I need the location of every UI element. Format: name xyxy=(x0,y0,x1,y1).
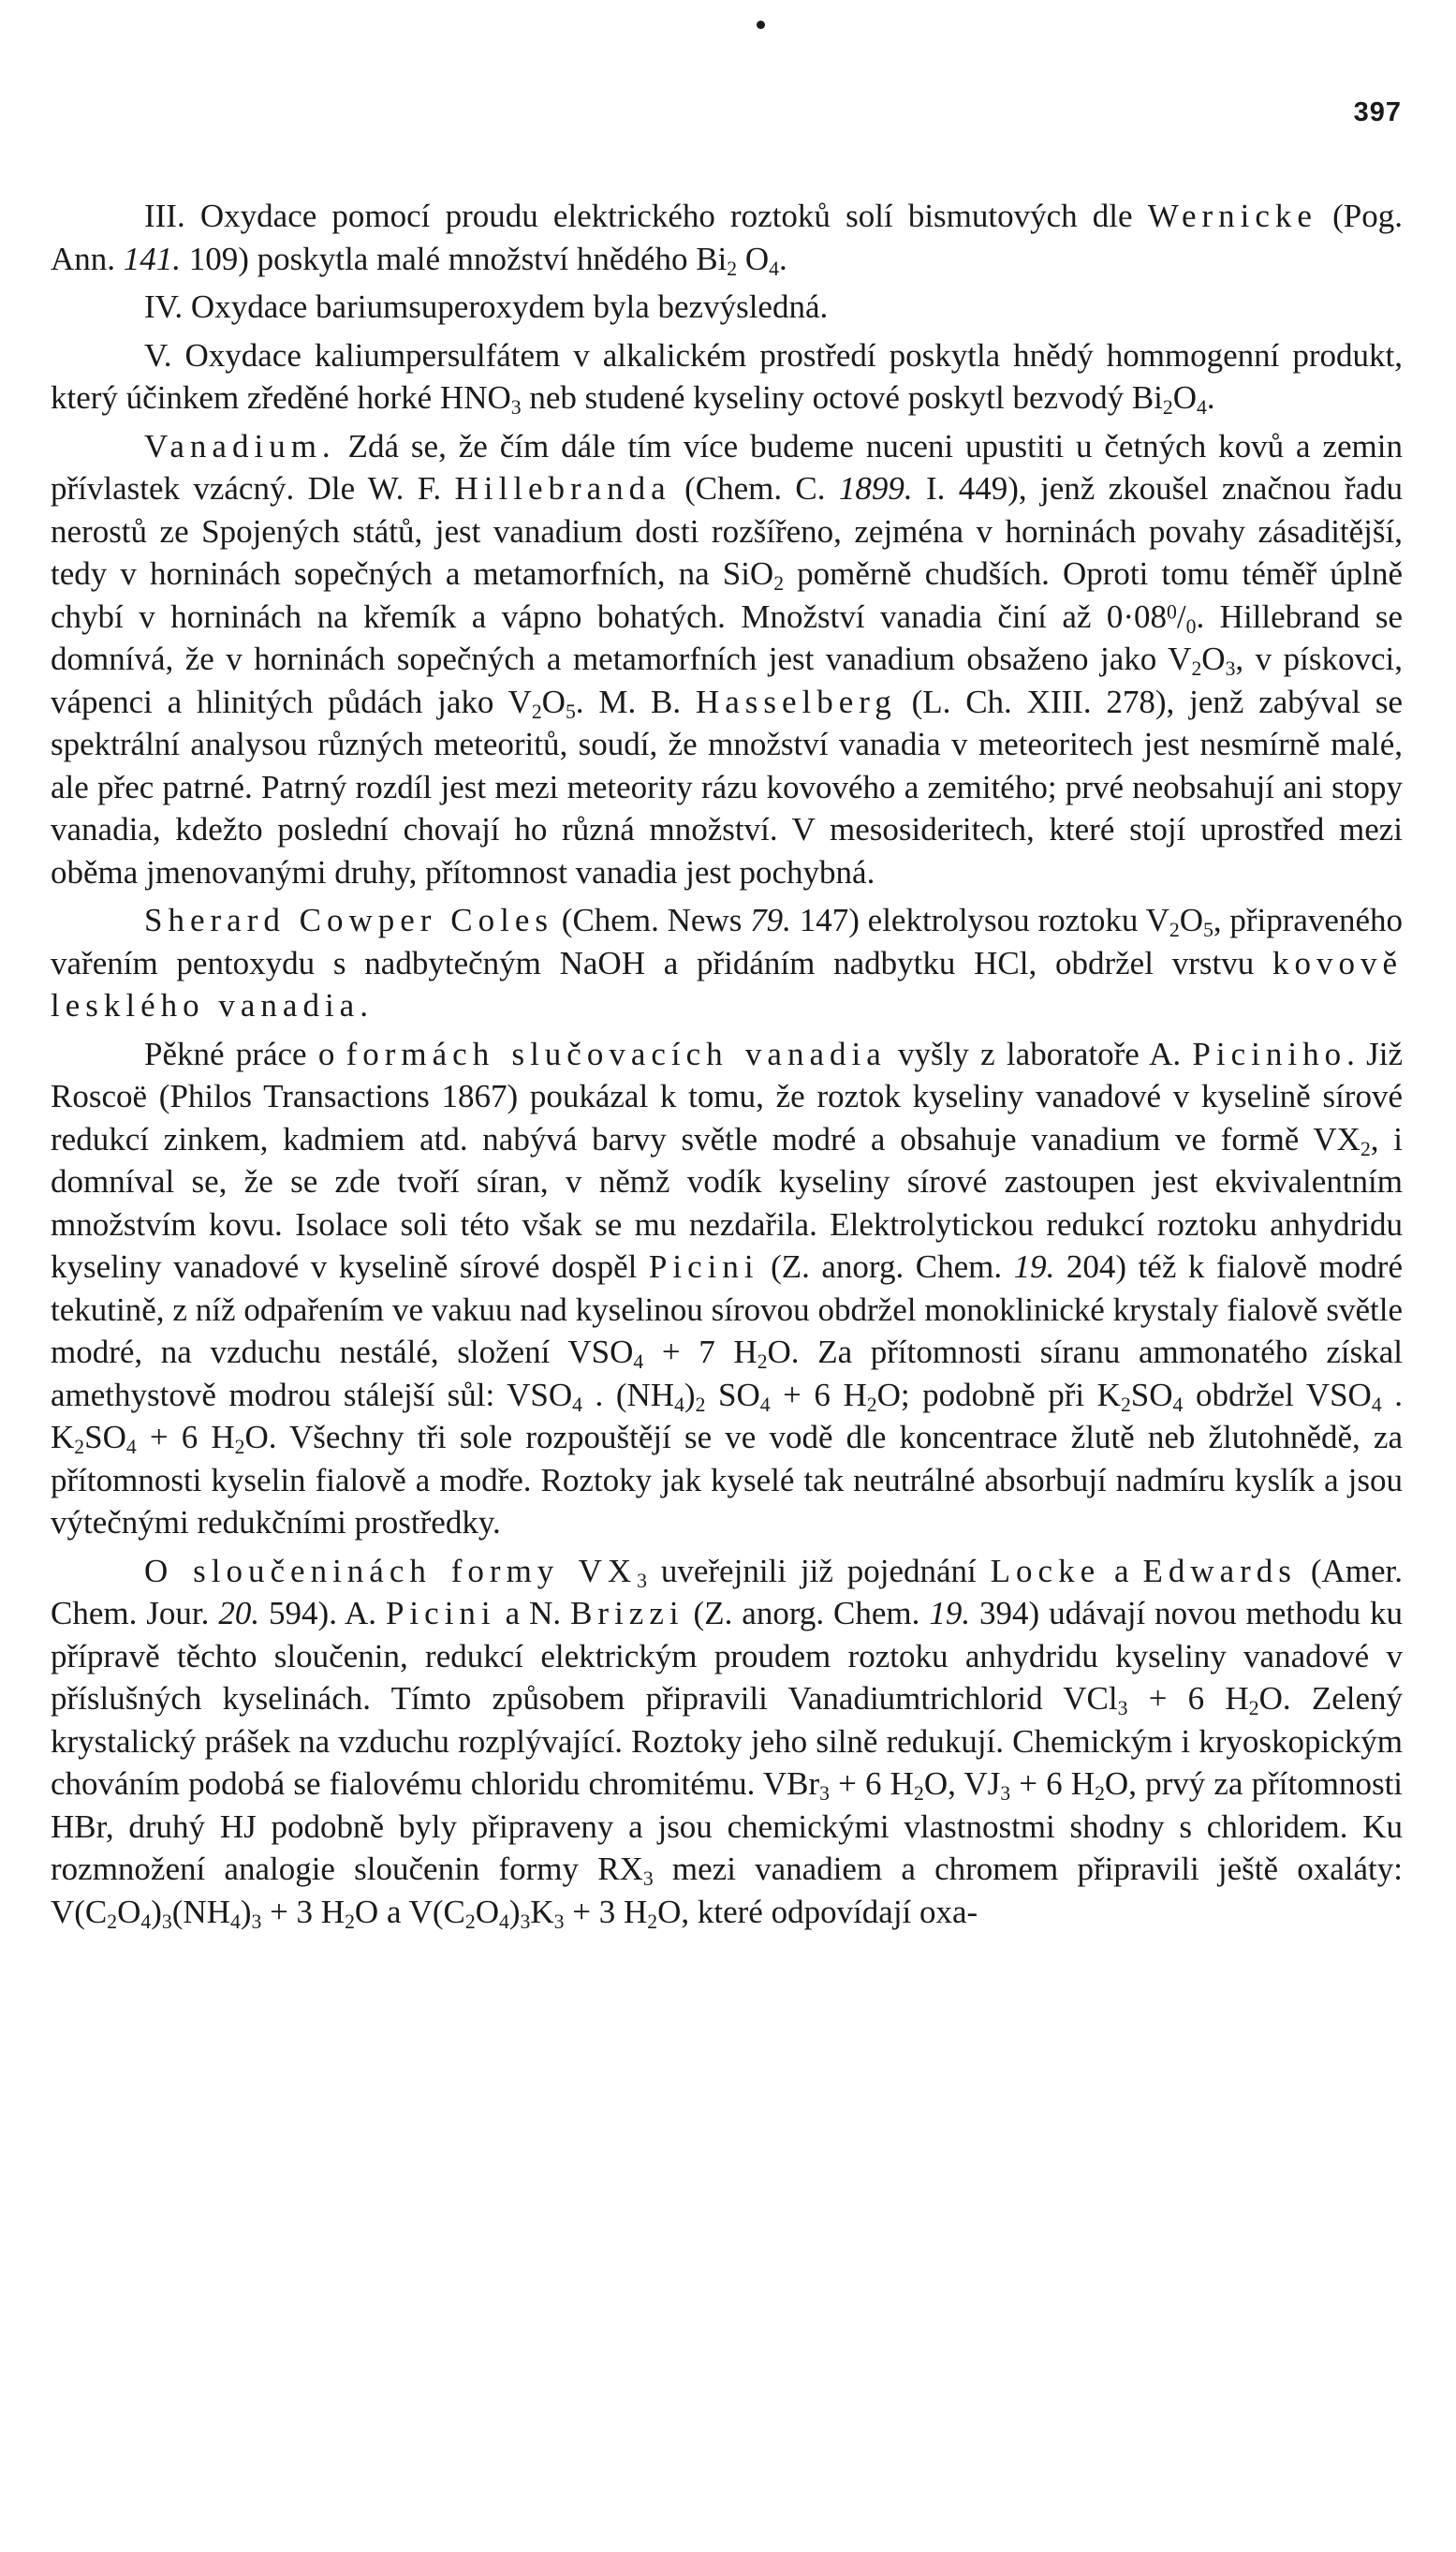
author-name: Hillebranda xyxy=(454,470,671,507)
subscript: 2 xyxy=(345,1910,355,1933)
subscript: 3 xyxy=(1225,657,1236,681)
text-run: , i domníval se, že se zde tvoří síran, v němž vodík kyseliny sírové zastoupen jest ekvivalentním množstvím kovu. Isolace soli této však se mu nezdařila. Elektrolytickou redukcí roztoku anhydridu kyseliny vanadové v kyselině sírové dospěl xyxy=(51,1120,1403,1285)
body-text xyxy=(51,195,1403,1939)
text-run: neb studené kyseliny octové poskytl bezvodý Bi xyxy=(521,379,1163,416)
author-name: Locke xyxy=(990,1552,1101,1589)
subscript: 4 xyxy=(499,1910,509,1933)
superscript: 0 xyxy=(1167,599,1177,623)
subscript: 3 xyxy=(251,1910,262,1933)
text-run: obdržel VSO xyxy=(1183,1376,1372,1413)
text-run: + 6 H xyxy=(1010,1765,1096,1802)
text-run: SO xyxy=(84,1419,126,1455)
subscript: 4 xyxy=(125,1436,137,1459)
volume-number: 79. xyxy=(750,902,791,938)
subscript: 4 xyxy=(633,1350,644,1374)
subscript: 2 xyxy=(234,1436,245,1459)
subscript: 2 xyxy=(1169,919,1180,942)
text-run: O xyxy=(541,683,566,720)
paragraph-barium-superoxide xyxy=(51,286,1403,329)
text-run: , v pískovci, vápenci a hlinitých půdách jako V xyxy=(51,641,1403,720)
text-run: (L. Ch. XIII. 278), jenž zabýval se spektrální analysou různých meteoritů, soudí, že množství vanadia v meteoritech jest nesmírně malé, ale přec patrné. Patrný rozdíl jest mezi meteority rázu kovového a zemitého; prvé neobsahují ani stopy vanadia, kdežto poslední chovají ho různá množství. V mesosideritech, které stojí uprostřed mezi oběma jmenovanými druhy, přítomnost vanadia jest pochybná. xyxy=(51,683,1404,891)
text-run: K xyxy=(530,1893,554,1930)
subscript: 4 xyxy=(572,1393,582,1416)
paragraph-vanadium xyxy=(51,425,1403,894)
author-name: Picini xyxy=(648,1248,759,1285)
emphasis: O sloučeninách formy VX xyxy=(144,1552,638,1589)
author-name: Picini xyxy=(385,1595,496,1631)
volume-number: 19. xyxy=(929,1595,971,1631)
text-run: SO xyxy=(1130,1376,1173,1413)
text-run: O xyxy=(475,1893,500,1930)
author-name: Hasselberg xyxy=(695,683,897,720)
author-name: Edwards xyxy=(1142,1552,1297,1589)
text-run: ) xyxy=(240,1893,252,1930)
text-run: . Hillebrand se domnívá, že v horninách sopečných a metamorfních jest vanadium obsaženo jako V xyxy=(51,597,1403,677)
text-run: O, VJ xyxy=(923,1765,1001,1802)
paragraph-cowper-coles xyxy=(51,899,1403,1027)
subscript: 2 xyxy=(74,1436,85,1459)
subscript: 0 xyxy=(1185,614,1197,638)
text-run: O. Všechny tři sole rozpouštějí se ve vodě dle koncentrace žlutě neb žlutohnědě, za přítomnosti kyselin fialově a modře. Roztoky jak kyselé tak neutrálné absorbují nadmíru kyslík a jsou výtečnými redukčními prostředky. xyxy=(51,1419,1404,1541)
text-run: . xyxy=(360,987,368,1024)
subscript: 3 xyxy=(161,1910,172,1933)
text-run: O. Za přítomnosti síranu ammonatého získal amethystově modrou stálejší sůl: VSO xyxy=(51,1334,1404,1413)
subscript: 4 xyxy=(759,1393,771,1416)
subscript: 3 xyxy=(1000,1782,1011,1806)
text-run: O xyxy=(1179,902,1203,938)
paragraph-persulfate xyxy=(51,334,1403,420)
author-name: Piciniho xyxy=(1192,1035,1347,1072)
text-run: 204) též k fialově modré tekutině, z níž odpařením ve vakuu nad kyselinou sírovou obdržel monoklinické krystaly fialově světle modré, na vzduchu nestálé, složení VSO xyxy=(51,1248,1403,1370)
subscript: 4 xyxy=(140,1910,152,1933)
subscript: 2 xyxy=(1120,1393,1131,1416)
text-run: (Pog. Ann. xyxy=(51,198,1403,277)
text-run: Zdá se, že čím dále tím více budeme nuceni upustiti u četných kovů a zemin přívlastek vzácný. Dle W. F. xyxy=(51,427,1403,507)
paragraph-picini-forms xyxy=(51,1033,1403,1544)
subscript: 3 xyxy=(637,1569,647,1592)
subscript: 3 xyxy=(819,1782,830,1806)
text-run: 394) udávají novou methodu ku přípravě těchto sloučenin, redukcí elektrickým proudem roztoku anhydridu kyseliny vanadové v příslušných kyselinách. Tímto způsobem připravili Vanadiumtrichlorid VCl xyxy=(51,1595,1404,1717)
subscript: 2 xyxy=(727,257,738,280)
text-run: 147) elektrolysou roztoku V xyxy=(790,902,1169,938)
text-run: + 6 H xyxy=(1127,1680,1249,1717)
text-run: / xyxy=(1176,597,1186,635)
text-run: III. Oxydace pomocí proudu elektrického roztoků solí bismutových dle xyxy=(144,198,1148,234)
text-run: O; podobně při K xyxy=(876,1376,1121,1413)
subscript: 2 xyxy=(107,1910,118,1933)
text-run: . xyxy=(1206,379,1215,416)
subscript: 2 xyxy=(773,572,785,596)
text-run: (Z. anorg. Chem. xyxy=(684,1595,930,1631)
text-run: . M. B. xyxy=(575,683,696,720)
subscript: 2 xyxy=(866,1393,877,1416)
subscript: 2 xyxy=(531,700,542,723)
text-run: (Z. anorg. Chem. xyxy=(758,1248,1014,1285)
text-run: + 3 H xyxy=(564,1893,648,1930)
author-name: Wernicke xyxy=(1147,198,1317,234)
text-run: O xyxy=(1201,641,1226,677)
text-run: I. 449), jenž zkoušel značnou řadu nerostů ze Spojených států, jest vanadium dosti rozšířeno, zejména v horninách povahy zásaditější, tedy v horninách sopečných a metamorfních, na SiO xyxy=(51,470,1404,592)
text-run: , připraveného vařením pentoxydu s nadbytečným NaOH a přidáním nadbytku HCl, obdržel vrstvu xyxy=(51,902,1404,981)
printer-dot-mark xyxy=(757,21,765,29)
subscript: 2 xyxy=(1191,657,1202,681)
text-run: . (NH xyxy=(582,1376,675,1413)
text-run: a N. xyxy=(495,1595,571,1631)
text-run: + 6 H xyxy=(830,1765,914,1802)
section-heading: Vanadium. xyxy=(144,427,336,465)
text-run: . K xyxy=(51,1376,1403,1455)
volume-number: 19. xyxy=(1013,1248,1055,1285)
subscript: 2 xyxy=(913,1782,924,1806)
page-number: 397 xyxy=(1353,97,1402,127)
text-run: . Již Roscoë (Philos Transactions 1867) poukázal k tomu, že roztok kyseliny vanadové v kyselině sírové redukcí zinkem, kadmiem atd. nabývá barvy světle modré a obsahuje vanadium ve formě VX xyxy=(51,1035,1404,1158)
text-run: vyšly z laboratoře A. xyxy=(886,1035,1193,1072)
text-run: + 6 H xyxy=(136,1419,235,1455)
text-run: (NH xyxy=(171,1893,230,1930)
text-run: O, které odpovídají oxa- xyxy=(657,1893,978,1930)
subscript: 4 xyxy=(1371,1393,1382,1416)
subscript: 2 xyxy=(1095,1782,1105,1806)
author-name: Sherard Cowper Coles xyxy=(144,902,553,938)
volume-number: 20. xyxy=(218,1595,260,1631)
subscript: 4 xyxy=(1197,396,1207,420)
subscript: 5 xyxy=(1202,919,1213,942)
subscript: 3 xyxy=(642,1867,654,1891)
paragraph-vx3-compounds xyxy=(51,1550,1403,1934)
text-run: O, prvý za přítomnosti HBr, druhý HJ podobně byly připraveny a jsou chemickými vlastnostmi shodny s chloridem. Ku rozmnožení analogie sloučenin formy RX xyxy=(51,1765,1404,1887)
emphasis: formách slučovacích vanadia xyxy=(346,1035,887,1072)
text-run: V. Oxydace kaliumpersulfátem v alkalickém prostředí poskytla hnědý hommogenní produkt, který účinkem zředěné horké HNO xyxy=(51,336,1403,416)
subscript: 2 xyxy=(1248,1697,1259,1720)
subscript: 4 xyxy=(1172,1393,1184,1416)
text-run: ) xyxy=(151,1893,162,1930)
text-run: 594). A. xyxy=(259,1595,386,1631)
subscript: 3 xyxy=(520,1910,531,1933)
text-run: (Chem. C. xyxy=(670,470,839,507)
emphasis: kovově lesklého vanadia xyxy=(51,944,1403,1024)
subscript: 2 xyxy=(757,1350,768,1374)
text-run: uveřejnili již pojednání xyxy=(646,1552,991,1589)
text-run: O xyxy=(1172,379,1198,416)
subscript: 3 xyxy=(553,1910,565,1933)
text-run: a xyxy=(1100,1552,1143,1589)
text-run: (Chem. News xyxy=(553,902,751,938)
subscript: 4 xyxy=(674,1393,684,1416)
text-run: Pěkné práce o xyxy=(144,1035,346,1072)
subscript: 4 xyxy=(769,257,779,280)
text-run: poměrně chudších. Oproti tomu téměř úplně chybí v horninách na křemík a vápno bohatých. Množství vanadia činí až 0·08 xyxy=(51,555,1403,635)
subscript: 2 xyxy=(695,1393,706,1416)
text-run: + 7 H xyxy=(643,1334,757,1370)
text-run: O xyxy=(737,240,770,277)
text-run: 109) poskytla malé množství hnědého Bi xyxy=(181,240,728,277)
subscript: 4 xyxy=(229,1910,241,1933)
text-run: IV. Oxydace bariumsuperoxydem byla bezvýsledná. xyxy=(144,288,829,325)
author-name: Brizzi xyxy=(570,1595,684,1631)
volume-number: 141. xyxy=(123,240,182,277)
text-run: O xyxy=(117,1893,141,1930)
text-run: + 6 H xyxy=(770,1376,867,1413)
subscript: 2 xyxy=(1360,1137,1371,1160)
text-run: SO xyxy=(705,1376,760,1413)
text-run: O a V(C xyxy=(354,1893,465,1930)
subscript: 2 xyxy=(647,1910,658,1933)
subscript: 2 xyxy=(464,1910,476,1933)
text-run: (Amer. Chem. Jour. xyxy=(51,1552,1403,1631)
subscript: 2 xyxy=(1162,396,1173,420)
text-run: + 3 H xyxy=(261,1893,346,1930)
subscript: 3 xyxy=(1117,1697,1128,1720)
text-run: . xyxy=(779,240,787,277)
volume-number: 1899. xyxy=(838,470,913,507)
subscript: 3 xyxy=(510,396,522,420)
text-run: ) xyxy=(508,1893,521,1930)
subscript: 5 xyxy=(565,700,576,723)
text-run: ) xyxy=(684,1376,696,1413)
text-run: mezi vanadiem a chromem připravili ještě oxaláty: V(C xyxy=(51,1851,1403,1930)
text-run: O. Zelený krystalický prášek na vzduchu rozplývající. Roztoky jeho silně redukují. Chemickým i kryoskopickým chováním podobá se fialovému chloridu chromitému. VBr xyxy=(51,1680,1404,1802)
paragraph-bismuth-electrolysis xyxy=(51,195,1403,280)
